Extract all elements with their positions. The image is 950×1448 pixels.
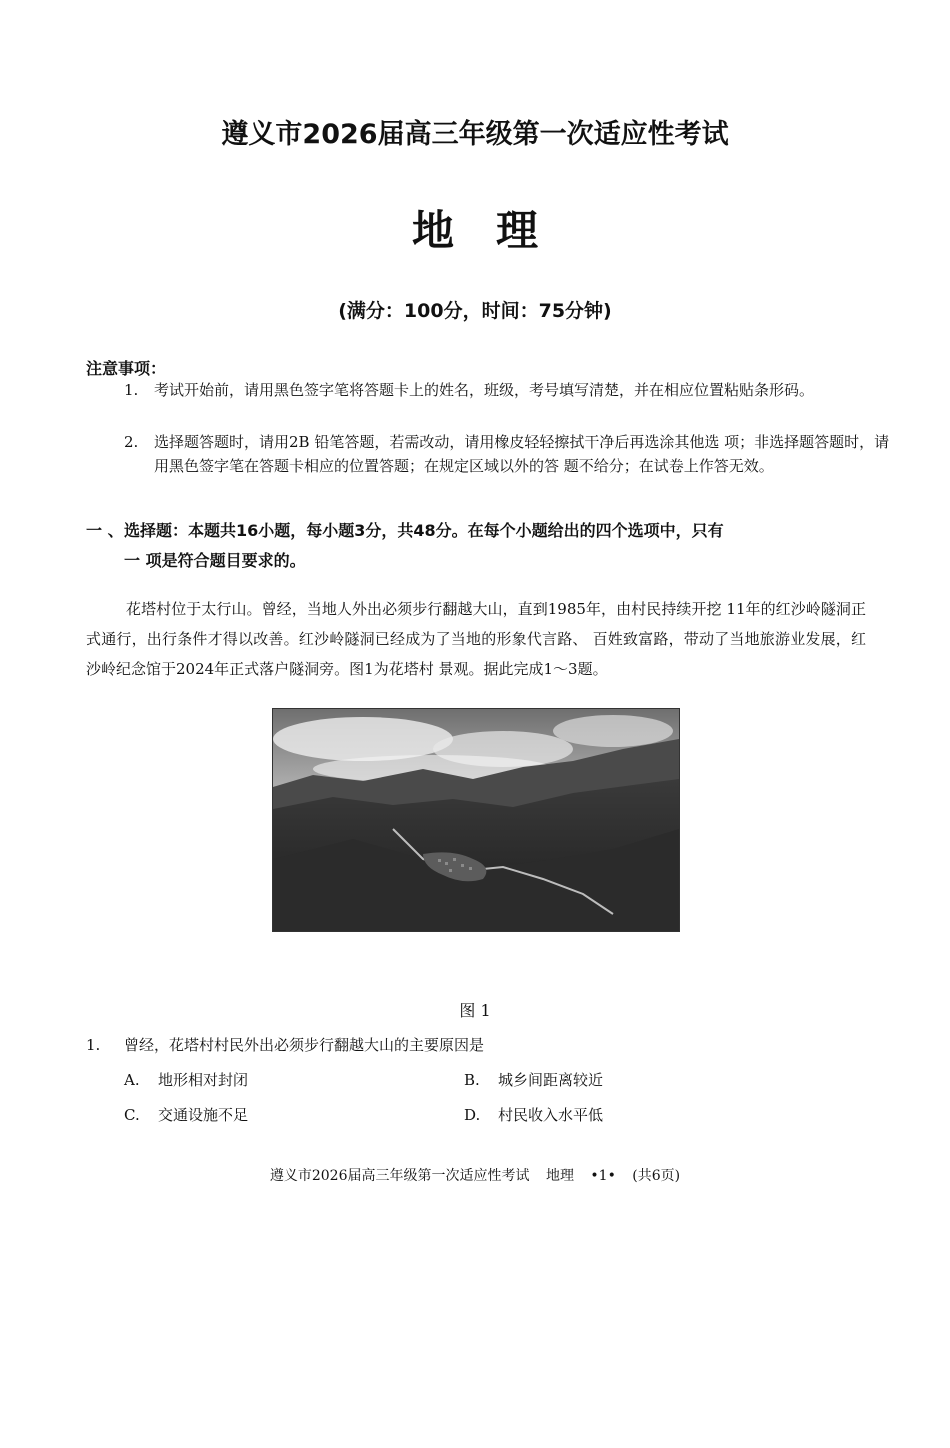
question-text: 曾经，花塔村村民外出必须步行翻越大山的主要原因是 (124, 1036, 485, 1054)
option-d (464, 1104, 603, 1125)
section-prefix: 一 、 (86, 521, 124, 540)
page-footer (0, 1165, 950, 1185)
option-text: 城乡间距离较近 (498, 1071, 604, 1089)
subject-title: 地理 (411, 206, 580, 255)
notes-heading: 注意事项： (86, 359, 167, 378)
note-item (124, 378, 894, 402)
option-letter: A. (124, 1071, 140, 1089)
option-b (464, 1069, 603, 1090)
footer-subject: 地理 (545, 1168, 574, 1184)
question-stem (86, 1034, 484, 1055)
footer-total-pages: (共6页) (632, 1168, 681, 1184)
note-number: 1. (124, 381, 139, 399)
exam-title: 遵义市2026届高三年级第一次适应性考试 (221, 119, 729, 150)
note-item (124, 430, 894, 478)
footer-exam-title: 遵义市2026届高三年级第一次适应性考试 (269, 1168, 530, 1184)
question-number: 1. (86, 1036, 101, 1054)
option-letter: B. (464, 1071, 480, 1089)
note-text: 选择题答题时，请用2B 铅笔答题，若需改动，请用橡皮轻轻擦拭干净后再选涂其他选 项；非选择题答题时，请用黑色签字笔在答题卡相应的位置答题；在规定区域以外的答 题不给分；在试卷上作答无效。 (154, 433, 890, 475)
option-text: 交通设施不足 (158, 1106, 249, 1124)
section-heading (86, 516, 866, 576)
option-a (124, 1069, 248, 1090)
note-text: 考试开始前，请用黑色签字笔将答题卡上的姓名，班级，考号填写清楚，并在相应位置粘贴条形码。 (154, 381, 815, 399)
score-time-info: (满分：100分，时间：75分钟) (338, 300, 612, 322)
figure-caption: 图 1 (459, 1001, 491, 1020)
section-line-1: 选择题：本题共16小题，每小题3分，共48分。在每个小题给出的四个选项中，只有 (124, 521, 724, 540)
option-letter: D. (464, 1106, 481, 1124)
option-c (124, 1104, 248, 1125)
village-landscape-photo (272, 708, 680, 932)
passage: 花塔村位于太行山。曾经，当地人外出必须步行翻越大山，直到1985年，由村民持续开挖 11年的红沙岭隧洞正式通行，出行条件才得以改善。红沙岭隧洞已经成为了当地的形象代言路、 百姓致富路，带动了当地旅游业发展，红沙岭纪念馆于2024年正式落户隧洞旁。图1为花塔村 景观。据此完成1～3题。 (86, 600, 866, 678)
option-letter: C. (124, 1106, 140, 1124)
section-line-2: 一 项是符合题目要求的。 (124, 551, 306, 570)
footer-page-number: •1• (590, 1168, 616, 1184)
option-text: 村民收入水平低 (498, 1106, 604, 1124)
note-number: 2. (124, 433, 139, 451)
option-text: 地形相对封闭 (158, 1071, 249, 1089)
